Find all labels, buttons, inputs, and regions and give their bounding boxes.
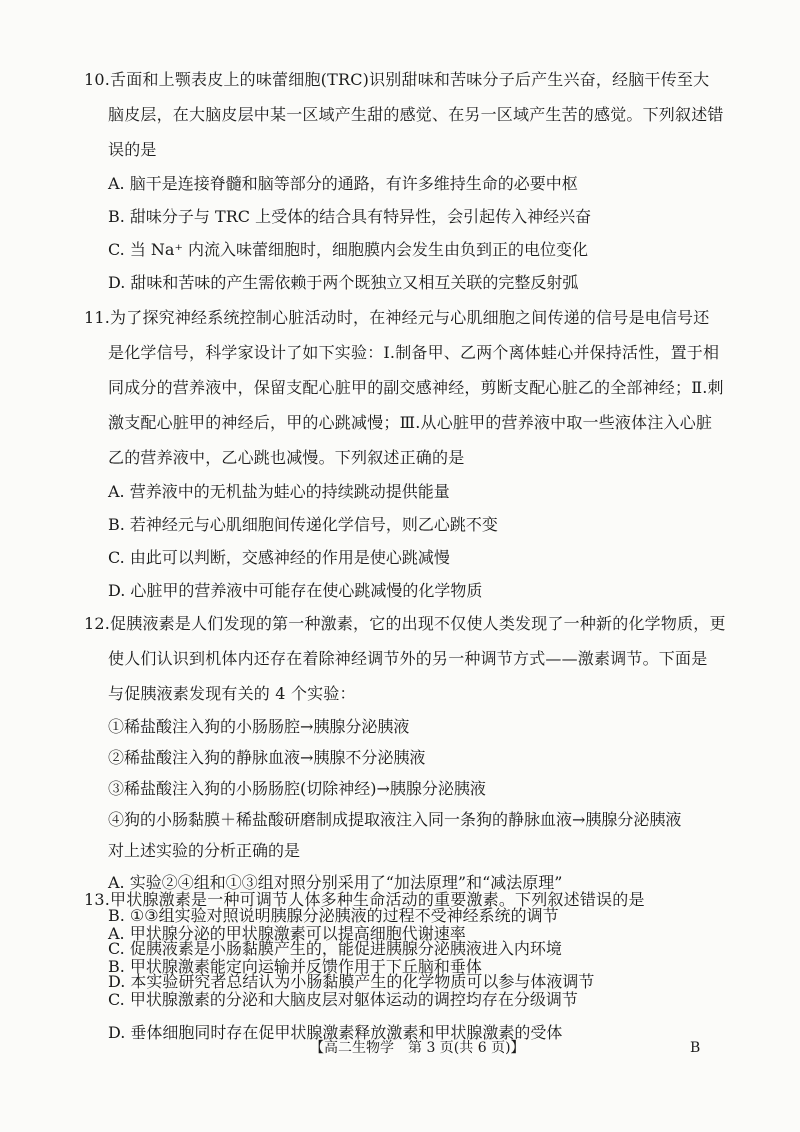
- question-text-line: 是化学信号，科学家设计了如下实验：Ⅰ.制备甲、乙两个离体蛙心并保持活性，置于相: [108, 343, 720, 362]
- option-a: A. 营养液中的无机盐为蛙心的持续跳动提供能量: [108, 482, 450, 501]
- analysis-prompt: 对上述实验的分析正确的是: [108, 841, 301, 860]
- experiment-1: ①稀盐酸注入狗的小肠肠腔→胰腺分泌胰液: [108, 717, 410, 736]
- question-text-line: 激支配心脏甲的神经后，甲的心跳减慢；Ⅲ.从心脏甲的营养液中取一些液体注入心脏: [108, 413, 713, 432]
- question-text-line: 11.为了探究神经系统控制心脏活动时，在神经元与心肌细胞之间传递的信号是电信号还: [84, 308, 710, 327]
- question-text-line: 与促胰液素发现有关的 4 个实验：: [108, 684, 356, 703]
- experiment-3: ③稀盐酸注入狗的小肠肠腔(切除神经)→胰腺分泌胰液: [108, 779, 486, 798]
- option-b: B. 甜味分子与 TRC 上受体的结合具有特异性，会引起传入神经兴奋: [108, 207, 592, 226]
- option-d: D. 甜味和苦味的产生需依赖于两个既独立又相互关联的完整反射弧: [108, 273, 579, 292]
- question-text-line: 10.舌面和上颚表皮上的味蕾细胞(TRC)识别甜味和苦味分子后产生兴奋，经脑干传至大: [84, 70, 710, 89]
- option-b: B. 甲状腺激素能定向运输并反馈作用于下丘脑和垂体: [108, 957, 482, 976]
- paper-version: B: [690, 1040, 701, 1056]
- option-d: D. 垂体细胞同时存在促甲状腺激素释放激素和甲状腺激素的受体: [108, 1023, 563, 1042]
- question-10: [84, 62, 734, 299]
- option-c: C. 甲状腺激素的分泌和大脑皮层对躯体运动的调控均存在分级调节: [108, 990, 578, 1009]
- page-label: 【高二生物学 第 3 页(共 6 页)】: [310, 1040, 525, 1056]
- option-b: B. 若神经元与心肌细胞间传递化学信号，则乙心跳不变: [108, 515, 498, 534]
- option-a: A. 实验②④组和①③组对照分别采用了“加法原理”和“减法原理”: [108, 873, 563, 892]
- page-footer: [0, 1036, 800, 1060]
- question-text-line: 脑皮层，在大脑皮层中某一区域产生甜的感觉、在另一区域产生苦的感觉。下列叙述错: [108, 105, 724, 124]
- option-a: A. 甲状腺分泌的甲状腺激素可以提高细胞代谢速率: [108, 924, 466, 943]
- option-d: D. 本实验研究者总结认为小肠黏膜产生的化学物质可以参与体液调节: [108, 972, 595, 991]
- experiment-2: ②稀盐酸注入狗的静脉血液→胰腺不分泌胰液: [108, 748, 426, 767]
- option-b: B. ①③组实验对照说明胰腺分泌胰液的过程不受神经系统的调节: [108, 906, 559, 925]
- experiment-4: ④狗的小肠黏膜＋稀盐酸研磨制成提取液注入同一条狗的静脉血液→胰腺分泌胰液: [108, 810, 682, 829]
- question-text-line: 误的是: [108, 140, 157, 159]
- option-c: C. 促胰液素是小肠黏膜产生的，能促进胰腺分泌胰液进入内环境: [108, 939, 562, 958]
- question-text-line: 同成分的营养液中，保留支配心脏甲的副交感神经，剪断支配心脏乙的全部神经；Ⅱ.刺: [108, 378, 724, 397]
- option-c: C. 由此可以判断，交感神经的作用是使心跳减慢: [108, 548, 450, 567]
- question-13: [84, 882, 734, 1049]
- option-d: D. 心脏甲的营养液中可能存在使心跳减慢的化学物质: [108, 581, 483, 600]
- question-text-line: 12.促胰液素是人们发现的第一种激素，它的出现不仅使人类发现了一种新的化学物质，更: [84, 614, 726, 633]
- question-text-line: 使人们认识到机体内还存在着除神经调节外的另一种调节方式——激素调节。下面是: [108, 649, 708, 668]
- option-c: C. 当 Na⁺ 内流入味蕾细胞时，细胞膜内会发生由负到正的电位变化: [108, 240, 589, 259]
- question-11: [84, 300, 734, 607]
- option-a: A. 脑干是连接脊髓和脑等部分的通路，有许多维持生命的必要中枢: [108, 174, 578, 193]
- question-text-line: 乙的营养液中，乙心跳也减慢。下列叙述正确的是: [108, 448, 465, 467]
- question-text-line: 13.甲状腺激素是一种可调节人体多种生命活动的重要激素。下列叙述错误的是: [84, 890, 645, 909]
